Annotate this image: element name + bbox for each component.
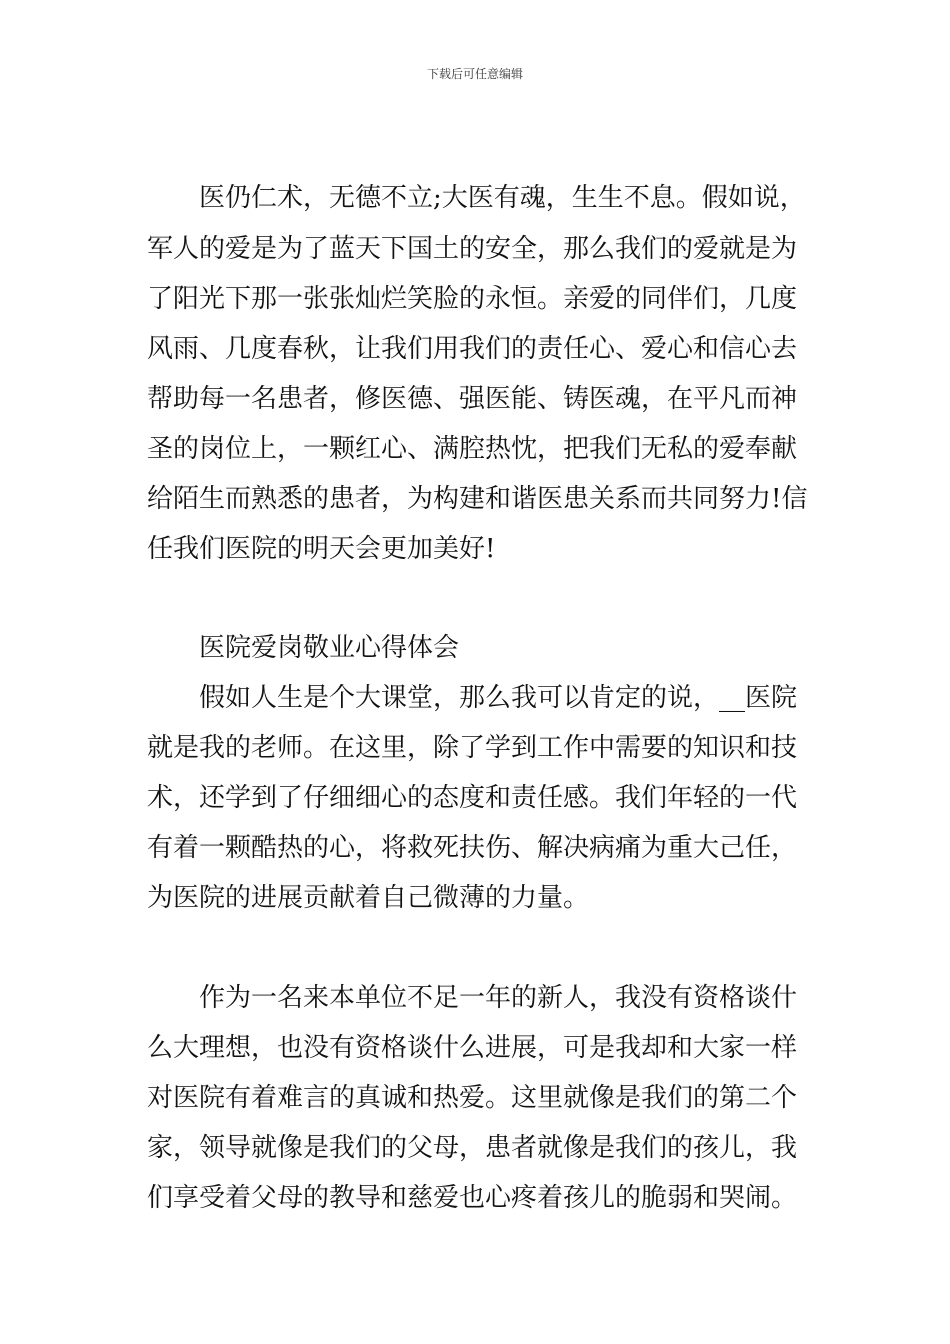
paragraph-3-line-3: 对医院有着难言的真诚和热爱。这里就像是我们的第二个 [147,1083,798,1113]
paragraph-2-line-3: 术，还学到了仔细细心的态度和责任感。我们年轻的一代 [147,783,798,813]
paragraph-1-line-2: 军人的爱是为了蓝天下国土的安全，那么我们的爱就是为 [147,234,798,264]
paragraph-2-line-4: 有着一颗酷热的心，将救死扶伤、解决病痛为重大己任， [147,833,798,863]
paragraph-1-line-3: 了阳光下那一张张灿烂笑脸的永恒。亲爱的同伴们，几度 [147,284,798,314]
paragraph-3-line-4: 家，领导就像是我们的父母，患者就像是我们的孩儿，我 [147,1133,798,1163]
paragraph-1-line-8: 任我们医院的明天会更加美好! [147,534,496,564]
paragraph-3-line-2: 么大理想，也没有资格谈什么进展，可是我却和大家一样 [147,1033,798,1063]
paragraph-2-line-1: 假如人生是个大课堂，那么我可以肯定的说，__医院 [199,683,798,713]
paragraph-1-line-4: 风雨、几度春秋，让我们用我们的责任心、爱心和信心去 [147,334,798,364]
paragraph-2-line-5: 为医院的进展贡献着自己微薄的力量。 [147,883,590,913]
section-heading: 医院爱岗敬业心得体会 [199,633,460,663]
paragraph-1-line-6: 圣的岗位上，一颗红心、满腔热忱，把我们无私的爱奉献 [147,434,798,464]
paragraph-1-line-5: 帮助每一名患者，修医德、强医能、铸医魂，在平凡而神 [147,384,798,414]
paragraph-3-line-1: 作为一名来本单位不足一年的新人，我没有资格谈什 [199,983,798,1013]
paragraph-1-line-1: 医仍仁术，无德不立;大医有魂，生生不息。假如说， [199,183,806,213]
paragraph-3-line-5: 们享受着父母的教导和慈爱也心疼着孩儿的脆弱和哭闹。 [147,1183,798,1213]
paragraph-1-line-7: 给陌生而熟悉的患者，为构建和谐医患关系而共同努力!信 [147,484,808,514]
paragraph-2-line-2: 就是我的老师。在这里，除了学到工作中需要的知识和技 [147,733,798,763]
page-header: 下载后可任意编辑 [426,67,523,81]
